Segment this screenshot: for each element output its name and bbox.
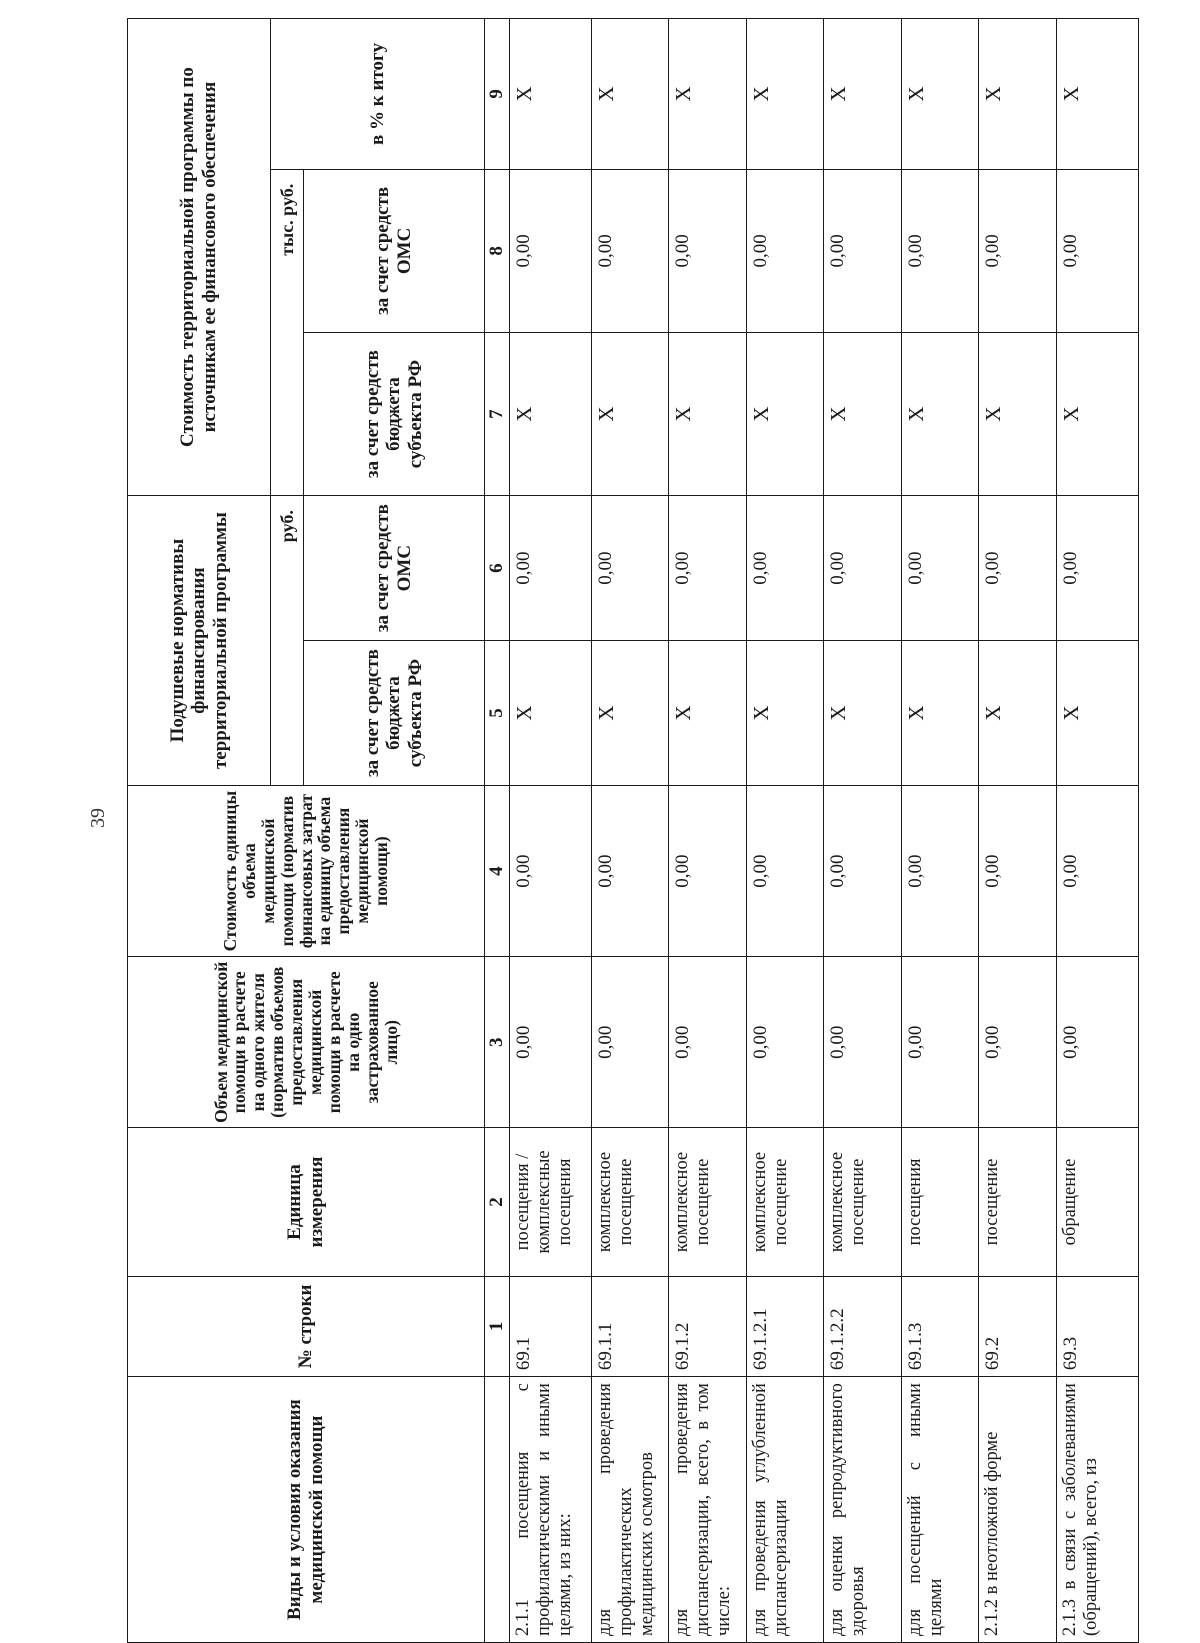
row-code-cell: 69.1.2 — [669, 1276, 747, 1376]
header-program-cost-group: Стоимость территориальной программы по источникам ее финансового обеспечения — [128, 19, 271, 496]
unit-cell: обращение — [1056, 1128, 1138, 1276]
oms-cost-cell: 0,00 — [591, 169, 669, 332]
budget-per-capita-cell: X — [509, 641, 591, 786]
header-budget-rf-7: за счет средств бюджета субъекта РФ — [304, 332, 485, 495]
budget-cost-cell: X — [509, 332, 591, 495]
care-type-cell: 2.1.3 в связи с заболеваниями (обращений), всего, из — [1056, 1377, 1138, 1643]
unit-cost-cell: 0,00 — [901, 786, 979, 957]
percent-cell: X — [509, 19, 591, 170]
care-type-cell: для проведения диспансеризации, всего, в том числе: — [669, 1377, 747, 1643]
row-code-cell: 69.3 — [1056, 1276, 1138, 1376]
budget-per-capita-cell: X — [669, 641, 747, 786]
row-code-cell: 69.2 — [979, 1276, 1057, 1376]
unit-cell: комплексное посещение — [824, 1128, 902, 1276]
unit-cost-cell: 0,00 — [591, 786, 669, 957]
percent-cell: X — [901, 19, 979, 170]
oms-per-capita-cell: 0,00 — [979, 496, 1057, 641]
care-type-cell: для посещений с иными целями — [901, 1377, 979, 1643]
percent-cell: X — [1056, 19, 1138, 170]
header-budget-rf-5: за счет средств бюджета субъекта РФ — [304, 641, 485, 786]
oms-cost-cell: 0,00 — [824, 169, 902, 332]
header-unit: Единица измерения — [128, 1128, 485, 1276]
table-row — [746, 19, 824, 1643]
table-row — [591, 19, 669, 1643]
budget-cost-cell: X — [901, 332, 979, 495]
oms-per-capita-cell: 0,00 — [746, 496, 824, 641]
header-volume: Объем медицинской помощи в расчете на одного жителя (норматив объемов предоставления медицинской помощи в расчете на одно застрахованное лицо) — [128, 957, 485, 1128]
oms-cost-cell: 0,00 — [979, 169, 1057, 332]
volume-cell: 0,00 — [1056, 957, 1138, 1128]
column-number: 7 — [485, 332, 510, 495]
budget-cost-cell: X — [669, 332, 747, 495]
volume-cell: 0,00 — [669, 957, 747, 1128]
unit-cost-cell: 0,00 — [979, 786, 1057, 957]
table-row — [824, 19, 902, 1643]
table-row — [669, 19, 747, 1643]
table-row — [509, 19, 591, 1643]
column-number: 1 — [485, 1276, 510, 1376]
unit-cost-cell: 0,00 — [746, 786, 824, 957]
column-number: 3 — [485, 957, 510, 1128]
page-number: 39 — [87, 808, 109, 828]
budget-per-capita-cell: X — [1056, 641, 1138, 786]
row-code-cell: 69.1.2.2 — [824, 1276, 902, 1376]
unit-cell: комплексное посещение — [746, 1128, 824, 1276]
volume-cell: 0,00 — [979, 957, 1057, 1128]
header-oms-8: за счет средств ОМС — [304, 169, 485, 332]
column-number: 4 — [485, 786, 510, 957]
oms-cost-cell: 0,00 — [901, 169, 979, 332]
budget-per-capita-cell: X — [824, 641, 902, 786]
header-row-number: № строки — [128, 1276, 485, 1376]
unit-cost-cell: 0,00 — [824, 786, 902, 957]
oms-per-capita-cell: 0,00 — [901, 496, 979, 641]
care-type-cell: 2.1.1 посещения с профилактическими и иными целями, из них: — [509, 1377, 591, 1643]
table-row — [901, 19, 979, 1643]
oms-cost-cell: 0,00 — [509, 169, 591, 332]
budget-cost-cell: X — [824, 332, 902, 495]
unit-cost-cell: 0,00 — [509, 786, 591, 957]
percent-cell: X — [669, 19, 747, 170]
header-unit-cost: Стоимость единицы объема медицинской помощи (норматив финансовых затрат на единицу объема предоставления медицинской помощи) — [128, 786, 485, 957]
care-type-cell: для проведения углубленной диспансеризации — [746, 1377, 824, 1643]
budget-per-capita-cell: X — [901, 641, 979, 786]
row-code-cell: 69.1 — [509, 1276, 591, 1376]
column-number: 2 — [485, 1128, 510, 1276]
oms-cost-cell: 0,00 — [669, 169, 747, 332]
header-oms-6: за счет средств ОМС — [304, 496, 485, 641]
oms-cost-cell: 0,00 — [746, 169, 824, 332]
header-percent-total: в % к итогу — [271, 19, 485, 170]
column-number: 5 — [485, 641, 510, 786]
percent-cell: X — [979, 19, 1057, 170]
row-code-cell: 69.1.2.1 — [746, 1276, 824, 1376]
unit-cost-cell: 0,00 — [669, 786, 747, 957]
unit-cell: посещение — [979, 1128, 1057, 1276]
percent-cell: X — [591, 19, 669, 170]
unit-cell: посещения — [901, 1128, 979, 1276]
unit-thousand-rub: тыс. руб. — [271, 169, 304, 495]
volume-cell: 0,00 — [509, 957, 591, 1128]
rotated-table-container — [127, 18, 1139, 1643]
table-row — [979, 19, 1057, 1643]
column-number: 8 — [485, 169, 510, 332]
percent-cell: X — [746, 19, 824, 170]
budget-cost-cell: X — [746, 332, 824, 495]
budget-cost-cell: X — [1056, 332, 1138, 495]
budget-cost-cell: X — [979, 332, 1057, 495]
budget-cost-cell: X — [591, 332, 669, 495]
budget-per-capita-cell: X — [591, 641, 669, 786]
unit-rub: руб. — [271, 496, 304, 786]
column-number-row — [485, 19, 510, 1643]
column-number: 9 — [485, 19, 510, 170]
oms-per-capita-cell: 0,00 — [1056, 496, 1138, 641]
financing-table — [127, 18, 1139, 1643]
oms-per-capita-cell: 0,00 — [509, 496, 591, 641]
row-code-cell: 69.1.1 — [591, 1276, 669, 1376]
column-number — [485, 1377, 510, 1643]
volume-cell: 0,00 — [746, 957, 824, 1128]
oms-per-capita-cell: 0,00 — [591, 496, 669, 641]
care-type-cell: 2.1.2 в неотложной форме — [979, 1377, 1057, 1643]
table-row — [1056, 19, 1138, 1643]
unit-cell: комплексное посещение — [669, 1128, 747, 1276]
volume-cell: 0,00 — [901, 957, 979, 1128]
care-type-cell: для проведения профилактических медицинских осмотров — [591, 1377, 669, 1643]
row-code-cell: 69.1.3 — [901, 1276, 979, 1376]
volume-cell: 0,00 — [824, 957, 902, 1128]
budget-per-capita-cell: X — [746, 641, 824, 786]
budget-per-capita-cell: X — [979, 641, 1057, 786]
oms-cost-cell: 0,00 — [1056, 169, 1138, 332]
oms-per-capita-cell: 0,00 — [669, 496, 747, 641]
column-number: 6 — [485, 496, 510, 641]
care-type-cell: для оценки репродуктивного здоровья — [824, 1377, 902, 1643]
oms-per-capita-cell: 0,00 — [824, 496, 902, 641]
unit-cell: комплексное посещение — [591, 1128, 669, 1276]
unit-cell: посещения / комплексные посещения — [509, 1128, 591, 1276]
unit-cost-cell: 0,00 — [1056, 786, 1138, 957]
header-type-of-care: Виды и условия оказания медицинской помощи — [128, 1377, 485, 1643]
percent-cell: X — [824, 19, 902, 170]
volume-cell: 0,00 — [591, 957, 669, 1128]
header-per-capita-group: Подушевые нормативы финансирования территориальной программы — [128, 496, 271, 786]
